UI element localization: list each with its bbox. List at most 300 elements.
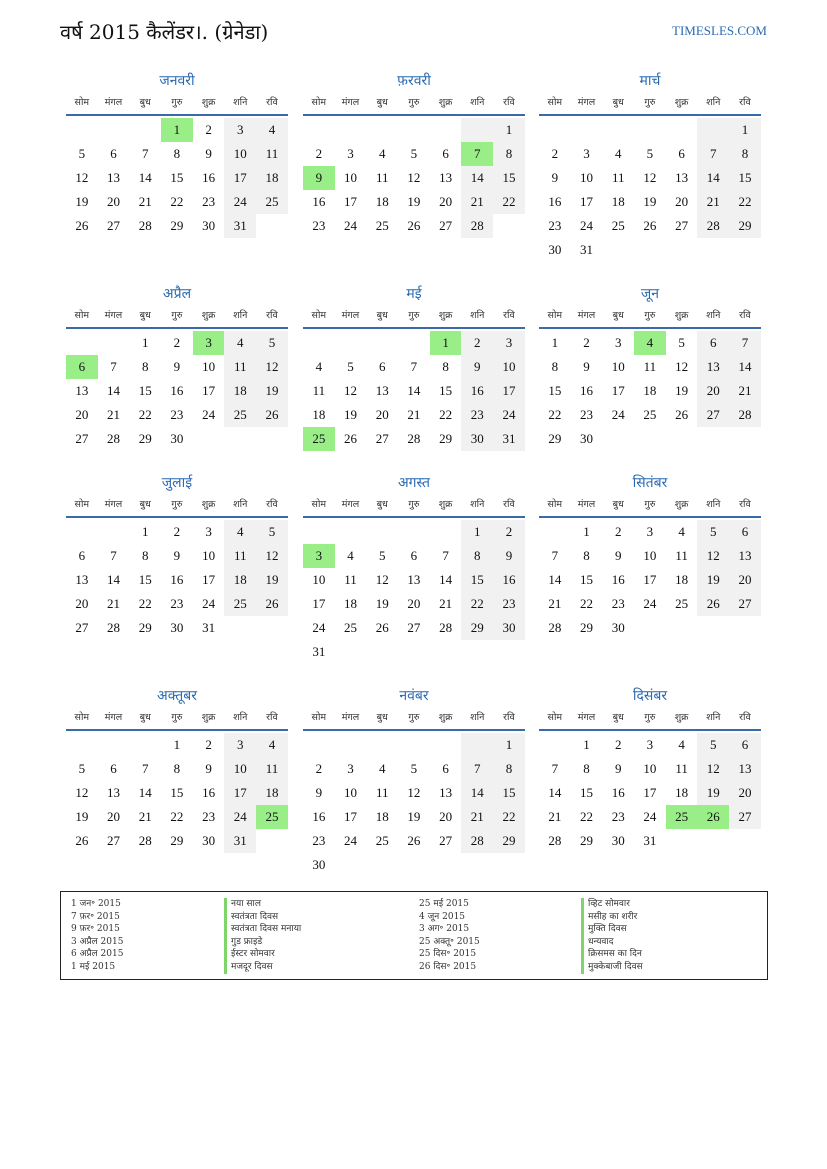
day-cell: 18 xyxy=(224,568,256,592)
day-cell: 17 xyxy=(643,785,657,800)
day-cell: 8 xyxy=(173,761,181,776)
day-cell: 2 xyxy=(315,146,323,161)
day-cell: 16 xyxy=(611,572,625,587)
day-cell: 14 xyxy=(461,781,493,805)
day-cell: 6 xyxy=(78,548,86,563)
day-cell: 8 xyxy=(493,757,525,781)
empty-day-cell xyxy=(98,733,130,757)
holiday-dates-col-2 xyxy=(419,898,480,974)
day-cell: 29 xyxy=(580,620,594,635)
day-cell: 25 xyxy=(344,620,358,635)
day-cell: 19 xyxy=(675,383,689,398)
weekday-label: सोम xyxy=(547,97,563,108)
holiday-entry: 1 मई 2015 xyxy=(71,961,116,972)
day-cell: 11 xyxy=(256,142,288,166)
day-cell: 6 xyxy=(729,733,761,757)
weekday-label: रवि xyxy=(266,499,278,510)
day-cell: 19 xyxy=(256,568,288,592)
day-cell: 21 xyxy=(439,596,453,611)
day-cell: 11 xyxy=(675,548,688,563)
month-name: अगस्त xyxy=(397,475,430,491)
day-cell: 14 xyxy=(107,383,121,398)
day-cell: 2 xyxy=(205,737,212,752)
day-cell: 21 xyxy=(461,805,493,829)
weekday-label: सोम xyxy=(74,310,90,321)
day-cell: 16 xyxy=(170,572,184,587)
day-cell: 1 xyxy=(141,335,149,350)
day-cell: 28 xyxy=(138,833,152,848)
day-cell: 24 xyxy=(643,596,657,611)
weekday-label: बुध xyxy=(139,712,151,723)
holiday-entry: 7 फ़र॰ 2015 xyxy=(71,911,120,922)
empty-day-cell xyxy=(461,118,493,142)
weekday-label: बुध xyxy=(612,499,624,510)
weekday-label: शनि xyxy=(706,97,721,108)
day-cell: 24 xyxy=(611,407,625,422)
day-cell: 9 xyxy=(614,548,622,563)
weekday-header xyxy=(66,305,288,329)
day-grid xyxy=(66,331,288,451)
weekday-label: सोम xyxy=(547,712,563,723)
day-cell: 27 xyxy=(75,620,89,635)
day-cell: 2 xyxy=(461,331,493,355)
day-cell: 12 xyxy=(75,170,89,185)
day-cell: 27 xyxy=(375,431,389,446)
weekday-label: बुध xyxy=(376,310,388,321)
day-cell: 3 xyxy=(224,118,256,142)
day-cell: 18 xyxy=(611,194,625,209)
empty-day-cell xyxy=(398,520,430,544)
holiday-day-cell: 1 xyxy=(161,118,193,142)
day-cell: 15 xyxy=(461,568,493,592)
weekday-label: मंगल xyxy=(341,97,360,108)
day-cell: 4 xyxy=(224,520,256,544)
empty-day-cell xyxy=(666,118,698,142)
holiday-day-cell: 25 xyxy=(303,427,335,451)
day-cell: 3 xyxy=(583,146,590,161)
day-cell: 20 xyxy=(439,194,453,209)
day-cell: 20 xyxy=(729,568,761,592)
weekday-label: मंगल xyxy=(104,310,123,321)
day-cell: 29 xyxy=(461,616,493,640)
day-cell: 30 xyxy=(611,620,625,635)
day-cell: 24 xyxy=(224,190,256,214)
day-cell: 12 xyxy=(697,544,729,568)
day-cell: 18 xyxy=(643,383,657,398)
day-cell: 20 xyxy=(439,809,453,824)
day-cell: 19 xyxy=(643,194,657,209)
day-cell: 20 xyxy=(107,809,121,824)
months-grid xyxy=(66,70,762,880)
day-cell: 6 xyxy=(110,761,117,776)
day-cell: 29 xyxy=(729,214,761,238)
day-cell: 28 xyxy=(138,218,152,233)
day-cell: 11 xyxy=(344,572,357,587)
day-cell: 29 xyxy=(548,431,562,446)
empty-day-cell xyxy=(66,331,98,355)
day-cell: 28 xyxy=(407,431,421,446)
day-cell: 12 xyxy=(375,572,389,587)
day-cell: 19 xyxy=(407,809,421,824)
day-cell: 6 xyxy=(678,146,685,161)
month-name: मार्च xyxy=(639,73,661,89)
day-cell: 26 xyxy=(75,833,89,848)
day-cell: 6 xyxy=(410,548,418,563)
weekday-label: सोम xyxy=(74,97,90,108)
day-cell: 5 xyxy=(78,761,86,776)
weekday-label: गुरु xyxy=(408,97,420,108)
day-cell: 15 xyxy=(493,781,525,805)
day-cell: 13 xyxy=(75,572,89,587)
empty-day-cell xyxy=(303,520,335,544)
weekday-label: गुरु xyxy=(171,310,183,321)
day-cell: 10 xyxy=(344,785,358,800)
month-name: नवंबर xyxy=(399,688,429,704)
day-cell: 26 xyxy=(375,620,389,635)
day-cell: 31 xyxy=(643,833,657,848)
day-cell: 13 xyxy=(375,383,389,398)
day-cell: 17 xyxy=(580,194,594,209)
day-cell: 28 xyxy=(439,620,453,635)
day-cell: 18 xyxy=(344,596,358,611)
day-cell: 8 xyxy=(551,359,559,374)
holiday-entry: 25 मई 2015 xyxy=(419,899,469,909)
day-cell: 3 xyxy=(614,335,622,350)
day-cell: 7 xyxy=(551,761,559,776)
day-cell: 4 xyxy=(256,733,288,757)
day-cell: 5 xyxy=(347,359,354,374)
weekday-label: बुध xyxy=(376,499,388,510)
weekday-label: बुध xyxy=(612,97,624,108)
page-title: वर्ष 2015 कैलेंडर।. (ग्रेनेडा) xyxy=(60,20,269,44)
day-cell: 1 xyxy=(729,118,761,142)
holiday-names-col-2 xyxy=(581,898,643,974)
empty-day-cell xyxy=(602,118,634,142)
weekday-label: मंगल xyxy=(341,310,360,321)
day-cell: 29 xyxy=(439,431,453,446)
day-cell: 23 xyxy=(493,592,525,616)
day-cell: 26 xyxy=(256,403,288,427)
month-name: जून xyxy=(640,286,660,302)
weekday-label: गुरु xyxy=(171,712,183,723)
day-cell: 10 xyxy=(611,359,625,374)
day-cell: 4 xyxy=(256,118,288,142)
day-cell: 22 xyxy=(138,407,152,422)
weekday-label: शनि xyxy=(470,712,485,723)
day-cell: 15 xyxy=(729,166,761,190)
day-cell: 8 xyxy=(583,548,590,563)
day-cell: 14 xyxy=(138,785,152,800)
day-cell: 22 xyxy=(580,809,594,824)
day-cell: 23 xyxy=(170,596,184,611)
day-cell: 13 xyxy=(439,785,453,800)
day-cell: 31 xyxy=(580,242,594,257)
day-grid xyxy=(539,118,761,262)
day-cell: 27 xyxy=(107,833,121,848)
day-cell: 22 xyxy=(729,190,761,214)
month-calendar xyxy=(539,685,761,853)
day-cell: 10 xyxy=(202,359,216,374)
day-cell: 9 xyxy=(205,146,212,161)
weekday-label: मंगल xyxy=(104,499,123,510)
holiday-day-cell: 6 xyxy=(66,355,98,379)
day-cell: 20 xyxy=(697,379,729,403)
day-cell: 21 xyxy=(697,190,729,214)
weekday-label: बुध xyxy=(139,499,151,510)
holiday-entry: 6 अप्रैल 2015 xyxy=(71,949,124,960)
day-cell: 3 xyxy=(205,524,212,539)
day-cell: 15 xyxy=(580,785,594,800)
day-cell: 10 xyxy=(312,572,326,587)
day-cell: 16 xyxy=(202,170,216,185)
day-cell: 9 xyxy=(614,761,622,776)
day-cell: 17 xyxy=(224,781,256,805)
day-cell: 15 xyxy=(170,170,184,185)
site-link[interactable]: TIMESLES.COM xyxy=(672,23,767,38)
day-cell: 30 xyxy=(312,857,326,872)
day-cell: 30 xyxy=(611,833,625,848)
empty-day-cell xyxy=(430,118,462,142)
month-calendar xyxy=(303,472,525,664)
day-cell: 17 xyxy=(312,596,326,611)
day-cell: 25 xyxy=(224,403,256,427)
weekday-label: गुरु xyxy=(644,499,656,510)
day-cell: 28 xyxy=(461,214,493,238)
holiday-entry: स्वतंत्रता दिवस xyxy=(231,911,279,922)
day-cell: 11 xyxy=(375,170,389,185)
day-cell: 4 xyxy=(378,146,386,161)
weekday-header xyxy=(539,305,761,329)
day-cell: 17 xyxy=(344,194,358,209)
day-cell: 4 xyxy=(378,761,386,776)
day-cell: 9 xyxy=(173,548,181,563)
empty-day-cell xyxy=(98,118,130,142)
weekday-label: रवि xyxy=(266,712,278,723)
holiday-entry: क्रिसमस का दिन xyxy=(588,949,642,960)
day-cell: 16 xyxy=(580,383,594,398)
weekday-header xyxy=(66,494,288,518)
month-calendar xyxy=(66,472,288,640)
day-cell: 28 xyxy=(107,620,121,635)
day-cell: 16 xyxy=(170,383,184,398)
empty-day-cell xyxy=(697,118,729,142)
day-cell: 14 xyxy=(729,355,761,379)
weekday-label: सोम xyxy=(74,712,90,723)
weekday-label: शुक्र xyxy=(201,499,216,510)
day-grid xyxy=(303,118,525,238)
holiday-entry: 4 जून 2015 xyxy=(419,911,466,922)
day-cell: 22 xyxy=(548,407,562,422)
day-grid xyxy=(66,733,288,853)
day-cell: 6 xyxy=(442,146,449,161)
day-cell: 16 xyxy=(312,809,326,824)
weekday-label: शनि xyxy=(233,499,248,510)
day-cell: 29 xyxy=(138,620,152,635)
holiday-entry: 1 जन॰ 2015 xyxy=(71,899,121,909)
day-cell: 1 xyxy=(141,524,149,539)
empty-day-cell xyxy=(634,118,666,142)
day-cell: 20 xyxy=(375,407,389,422)
day-cell: 31 xyxy=(202,620,216,635)
holiday-day-cell: 9 xyxy=(303,166,335,190)
weekday-label: गुरु xyxy=(644,712,656,723)
weekday-label: शुक्र xyxy=(201,97,216,108)
day-cell: 30 xyxy=(170,620,184,635)
day-cell: 11 xyxy=(675,761,688,776)
day-cell: 25 xyxy=(375,833,389,848)
weekday-label: शुक्र xyxy=(438,310,453,321)
holiday-day-cell: 7 xyxy=(461,142,493,166)
empty-day-cell xyxy=(461,733,493,757)
weekday-label: बुध xyxy=(376,97,388,108)
holiday-day-cell: 3 xyxy=(193,331,225,355)
weekday-header xyxy=(66,92,288,116)
weekday-label: शनि xyxy=(233,310,248,321)
day-cell: 4 xyxy=(224,331,256,355)
day-cell: 6 xyxy=(442,761,449,776)
day-cell: 30 xyxy=(493,616,525,640)
day-cell: 9 xyxy=(461,355,493,379)
day-cell: 21 xyxy=(107,407,121,422)
weekday-label: गुरु xyxy=(408,712,420,723)
day-cell: 21 xyxy=(548,809,562,824)
weekday-label: रवि xyxy=(503,97,515,108)
day-cell: 20 xyxy=(729,781,761,805)
day-cell: 15 xyxy=(493,166,525,190)
empty-day-cell xyxy=(539,520,571,544)
month-name: अप्रैल xyxy=(162,286,192,302)
day-cell: 18 xyxy=(375,194,389,209)
day-cell: 23 xyxy=(170,407,184,422)
day-cell: 17 xyxy=(493,379,525,403)
day-grid xyxy=(303,331,525,451)
day-cell: 10 xyxy=(643,761,657,776)
day-cell: 23 xyxy=(580,407,594,422)
day-cell: 19 xyxy=(407,194,421,209)
weekday-label: मंगल xyxy=(577,712,596,723)
day-grid xyxy=(539,520,761,640)
day-cell: 1 xyxy=(583,524,590,539)
day-cell: 24 xyxy=(312,620,326,635)
empty-day-cell xyxy=(66,520,98,544)
day-cell: 24 xyxy=(580,218,594,233)
day-cell: 24 xyxy=(493,403,525,427)
weekday-label: शनि xyxy=(706,310,721,321)
day-cell: 5 xyxy=(697,520,729,544)
day-cell: 12 xyxy=(75,785,89,800)
day-cell: 27 xyxy=(439,833,453,848)
day-cell: 21 xyxy=(729,379,761,403)
day-cell: 5 xyxy=(256,331,288,355)
day-cell: 27 xyxy=(107,218,121,233)
weekday-label: सोम xyxy=(311,97,327,108)
empty-day-cell xyxy=(398,331,430,355)
day-cell: 12 xyxy=(407,785,421,800)
day-cell: 4 xyxy=(315,359,323,374)
weekday-label: शनि xyxy=(470,499,485,510)
day-cell: 11 xyxy=(611,170,625,185)
day-cell: 21 xyxy=(461,190,493,214)
weekday-label: मंगल xyxy=(577,499,596,510)
day-grid xyxy=(66,118,288,238)
month-calendar xyxy=(66,685,288,853)
weekday-header xyxy=(539,494,761,518)
day-cell: 31 xyxy=(224,214,256,238)
day-cell: 5 xyxy=(78,146,86,161)
weekday-label: शनि xyxy=(706,712,721,723)
day-cell: 7 xyxy=(551,548,559,563)
day-cell: 10 xyxy=(643,548,657,563)
day-cell: 3 xyxy=(347,761,354,776)
weekday-label: सोम xyxy=(74,499,90,510)
holiday-entry: 26 दिस॰ 2015 xyxy=(419,961,477,972)
day-grid xyxy=(303,520,525,664)
holiday-entry: धन्यवाद xyxy=(588,936,614,947)
day-cell: 9 xyxy=(551,170,559,185)
weekday-label: बुध xyxy=(139,310,151,321)
day-cell: 19 xyxy=(697,781,729,805)
weekday-header xyxy=(539,707,761,731)
day-cell: 27 xyxy=(729,805,761,829)
weekday-header xyxy=(303,92,525,116)
weekday-label: गुरु xyxy=(408,310,420,321)
day-cell: 17 xyxy=(344,809,358,824)
weekday-label: शनि xyxy=(470,97,485,108)
day-cell: 2 xyxy=(583,335,590,350)
weekday-label: रवि xyxy=(739,310,751,321)
empty-day-cell xyxy=(303,733,335,757)
day-cell: 17 xyxy=(224,166,256,190)
day-cell: 16 xyxy=(548,194,562,209)
empty-day-cell xyxy=(398,733,430,757)
day-cell: 10 xyxy=(493,355,525,379)
day-cell: 20 xyxy=(407,596,421,611)
day-cell: 5 xyxy=(678,335,685,350)
day-cell: 14 xyxy=(107,572,121,587)
weekday-label: मंगल xyxy=(341,712,360,723)
day-cell: 7 xyxy=(141,761,149,776)
day-cell: 1 xyxy=(461,520,493,544)
day-cell: 8 xyxy=(729,142,761,166)
day-cell: 20 xyxy=(675,194,689,209)
day-cell: 18 xyxy=(375,809,389,824)
day-cell: 15 xyxy=(580,572,594,587)
day-cell: 24 xyxy=(202,407,216,422)
holiday-day-cell: 25 xyxy=(666,805,698,829)
day-cell: 6 xyxy=(729,520,761,544)
day-cell: 4 xyxy=(614,146,622,161)
weekday-header xyxy=(303,305,525,329)
weekday-label: सोम xyxy=(311,499,327,510)
day-cell: 1 xyxy=(583,737,590,752)
day-cell: 27 xyxy=(439,218,453,233)
day-cell: 28 xyxy=(461,829,493,853)
day-cell: 29 xyxy=(493,829,525,853)
empty-day-cell xyxy=(129,118,161,142)
month-calendar xyxy=(303,685,525,877)
weekday-label: शुक्र xyxy=(438,97,453,108)
day-cell: 9 xyxy=(205,761,212,776)
weekday-label: रवि xyxy=(266,97,278,108)
day-cell: 4 xyxy=(347,548,354,563)
day-cell: 9 xyxy=(315,785,323,800)
day-cell: 29 xyxy=(170,218,184,233)
weekday-header xyxy=(66,707,288,731)
day-cell: 17 xyxy=(643,572,657,587)
day-cell: 27 xyxy=(407,620,421,635)
day-cell: 22 xyxy=(170,194,184,209)
empty-day-cell xyxy=(571,118,603,142)
